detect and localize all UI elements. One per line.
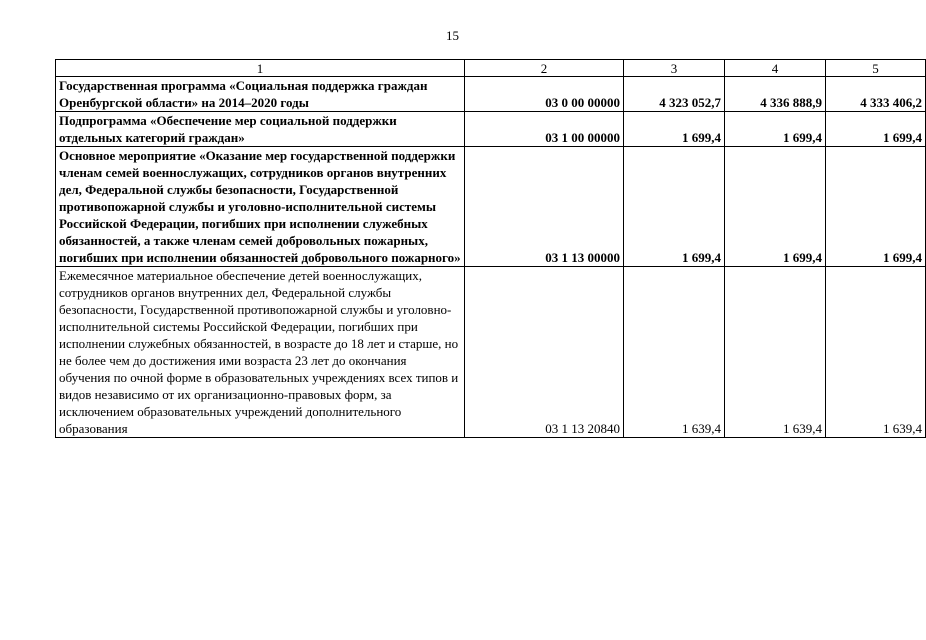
row-code: 03 1 13 20840 — [465, 267, 624, 438]
column-header-3: 3 — [624, 60, 725, 77]
row-value-4: 1 639,4 — [725, 267, 826, 438]
row-code: 03 1 13 00000 — [465, 147, 624, 267]
row-value-5: 1 639,4 — [826, 267, 926, 438]
table-row-program — [56, 77, 926, 112]
budget-table — [55, 59, 926, 438]
column-header-1: 1 — [56, 60, 465, 77]
row-value-3: 4 323 052,7 — [624, 77, 725, 112]
row-value-3: 1 639,4 — [624, 267, 725, 438]
row-name: Ежемесячное материальное обеспечение детей военнослужащих, сотрудников органов внутренних дел, Федеральной службы безопасности, Государственной противопожарной службы и уголовно-исполнительной системы Российской Федерации, погибших при исполнении служебных обязанностей, в возрасте до 18 лет и старше, но не более чем до достижения ими возраста 23 лет до окончания обучения по очной форме в образовательных учреждениях всех типов и видов независимо от их организационно-правовых форм, за исключением образовательных учреждений дополнительного образования — [56, 267, 465, 438]
table-row-subprogram — [56, 112, 926, 147]
row-value-4: 1 699,4 — [725, 112, 826, 147]
row-name: Подпрограмма «Обеспечение мер социальной поддержки отдельных категорий граждан» — [56, 112, 465, 147]
row-name: Основное мероприятие «Оказание мер государственной поддержки членам семей военнослужащих, сотрудников органов внутренних дел, Федеральной службы безопасности, Государственной противопожарной службы и уголовно-исполнительной системы Российской Федерации, погибших при исполнении служебных обязанностей, а также членам семей добровольных пожарных, погибших при исполнении обязанностей добровольного пожарного» — [56, 147, 465, 267]
column-header-5: 5 — [826, 60, 926, 77]
header-row — [56, 60, 926, 77]
row-value-3: 1 699,4 — [624, 147, 725, 267]
row-value-3: 1 699,4 — [624, 112, 725, 147]
row-code: 03 0 00 00000 — [465, 77, 624, 112]
row-value-5: 4 333 406,2 — [826, 77, 926, 112]
column-header-4: 4 — [725, 60, 826, 77]
row-value-5: 1 699,4 — [826, 112, 926, 147]
row-name: Государственная программа «Социальная поддержка граждан Оренбургской области» на 2014–2020 годы — [56, 77, 465, 112]
row-value-5: 1 699,4 — [826, 147, 926, 267]
row-value-4: 1 699,4 — [725, 147, 826, 267]
row-code: 03 1 00 00000 — [465, 112, 624, 147]
column-header-2: 2 — [465, 60, 624, 77]
table-row-main-activity — [56, 147, 926, 267]
page-number: 15 — [446, 28, 459, 43]
row-value-4: 4 336 888,9 — [725, 77, 826, 112]
table-row-expense — [56, 267, 926, 438]
